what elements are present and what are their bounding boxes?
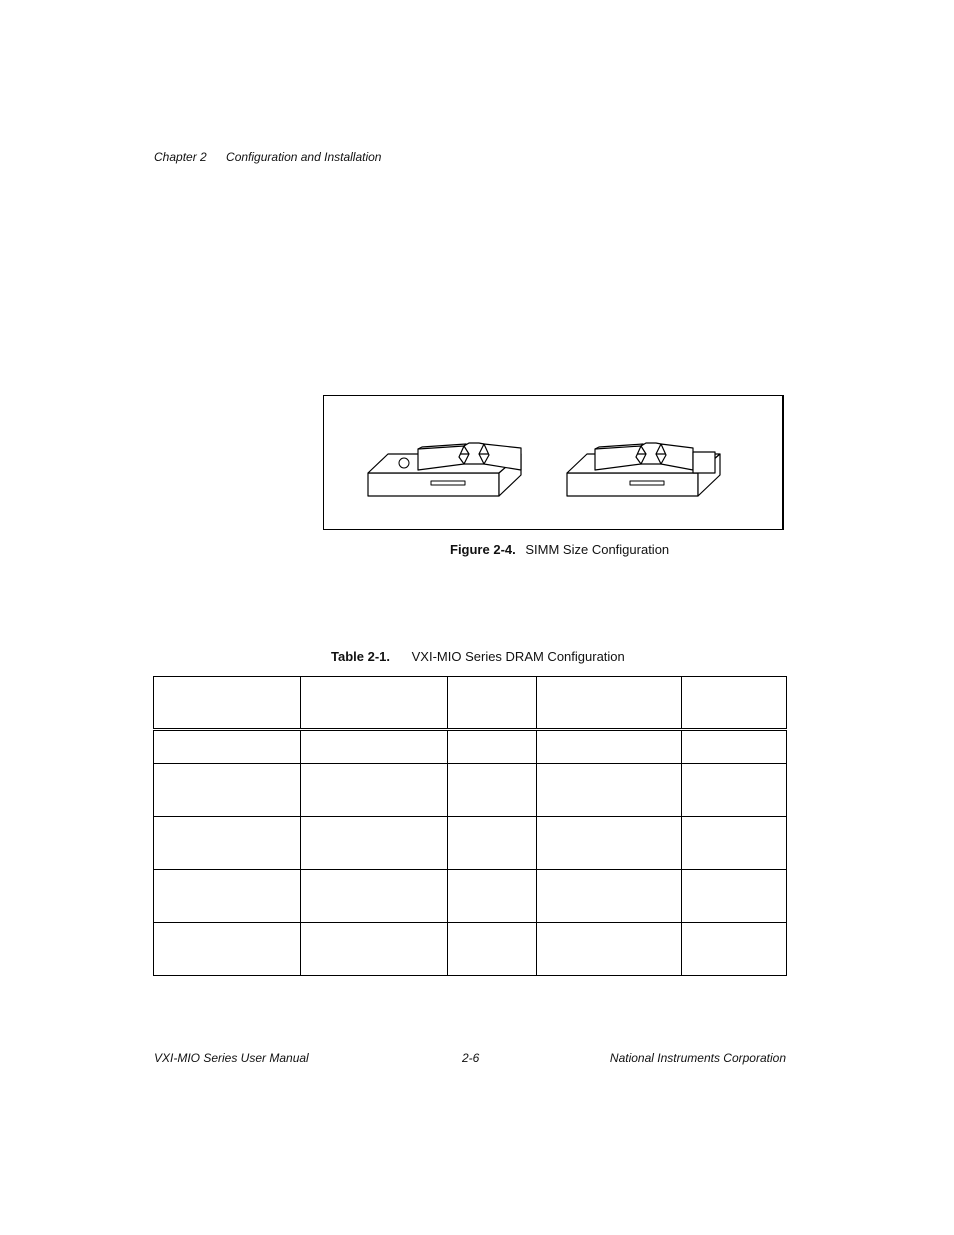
table-title: VXI-MIO Series DRAM Configuration: [411, 649, 625, 664]
table-header-cell: [154, 677, 301, 730]
table-cell: [448, 764, 537, 817]
table-cell: [537, 764, 682, 817]
figure-caption: [450, 542, 669, 557]
table-cell: [301, 870, 448, 923]
figure-label: Figure 2-4.: [450, 542, 516, 557]
table-header-cell: [537, 677, 682, 730]
table-cell: [154, 870, 301, 923]
table-cell: [448, 817, 537, 870]
table-cell: [682, 870, 787, 923]
table-cell: [448, 923, 537, 976]
table-header-cell: [682, 677, 787, 730]
table-row: [154, 923, 787, 976]
table-cell: [448, 870, 537, 923]
table-cell: [682, 764, 787, 817]
table-cell: [537, 730, 682, 764]
table-cell: [154, 923, 301, 976]
table-cell: [154, 817, 301, 870]
table-cell: [682, 923, 787, 976]
running-header: [154, 150, 381, 164]
simm-left: [368, 443, 521, 496]
table-cell: [682, 730, 787, 764]
table-cell: [154, 730, 301, 764]
table-caption: [331, 649, 625, 664]
table-header-row: [154, 677, 787, 730]
table-row: [154, 764, 787, 817]
table-cell: [537, 923, 682, 976]
simm-right: [567, 443, 720, 496]
table-row: [154, 730, 787, 764]
footer-page-number: 2-6: [462, 1051, 480, 1065]
table-cell: [301, 817, 448, 870]
simm-illustration: [324, 396, 785, 531]
dram-configuration-table: [153, 676, 787, 976]
footer-manual-title: VXI-MIO Series User Manual: [154, 1051, 309, 1065]
table-label: Table 2-1.: [331, 649, 391, 664]
table-cell: [301, 923, 448, 976]
table-header-cell: [448, 677, 537, 730]
figure-simm-size: [323, 395, 784, 530]
table-header-cell: [301, 677, 448, 730]
table-cell: [154, 764, 301, 817]
chapter-title: Configuration and Installation: [226, 150, 382, 164]
table-cell: [301, 764, 448, 817]
table-row: [154, 870, 787, 923]
figure-title: SIMM Size Configuration: [525, 542, 670, 557]
table-cell: [682, 817, 787, 870]
table-cell: [448, 730, 537, 764]
table-row: [154, 817, 787, 870]
footer-company: National Instruments Corporation: [609, 1051, 786, 1065]
table-cell: [301, 730, 448, 764]
table-cell: [537, 817, 682, 870]
table-cell: [537, 870, 682, 923]
chapter-number: Chapter 2: [154, 150, 207, 164]
